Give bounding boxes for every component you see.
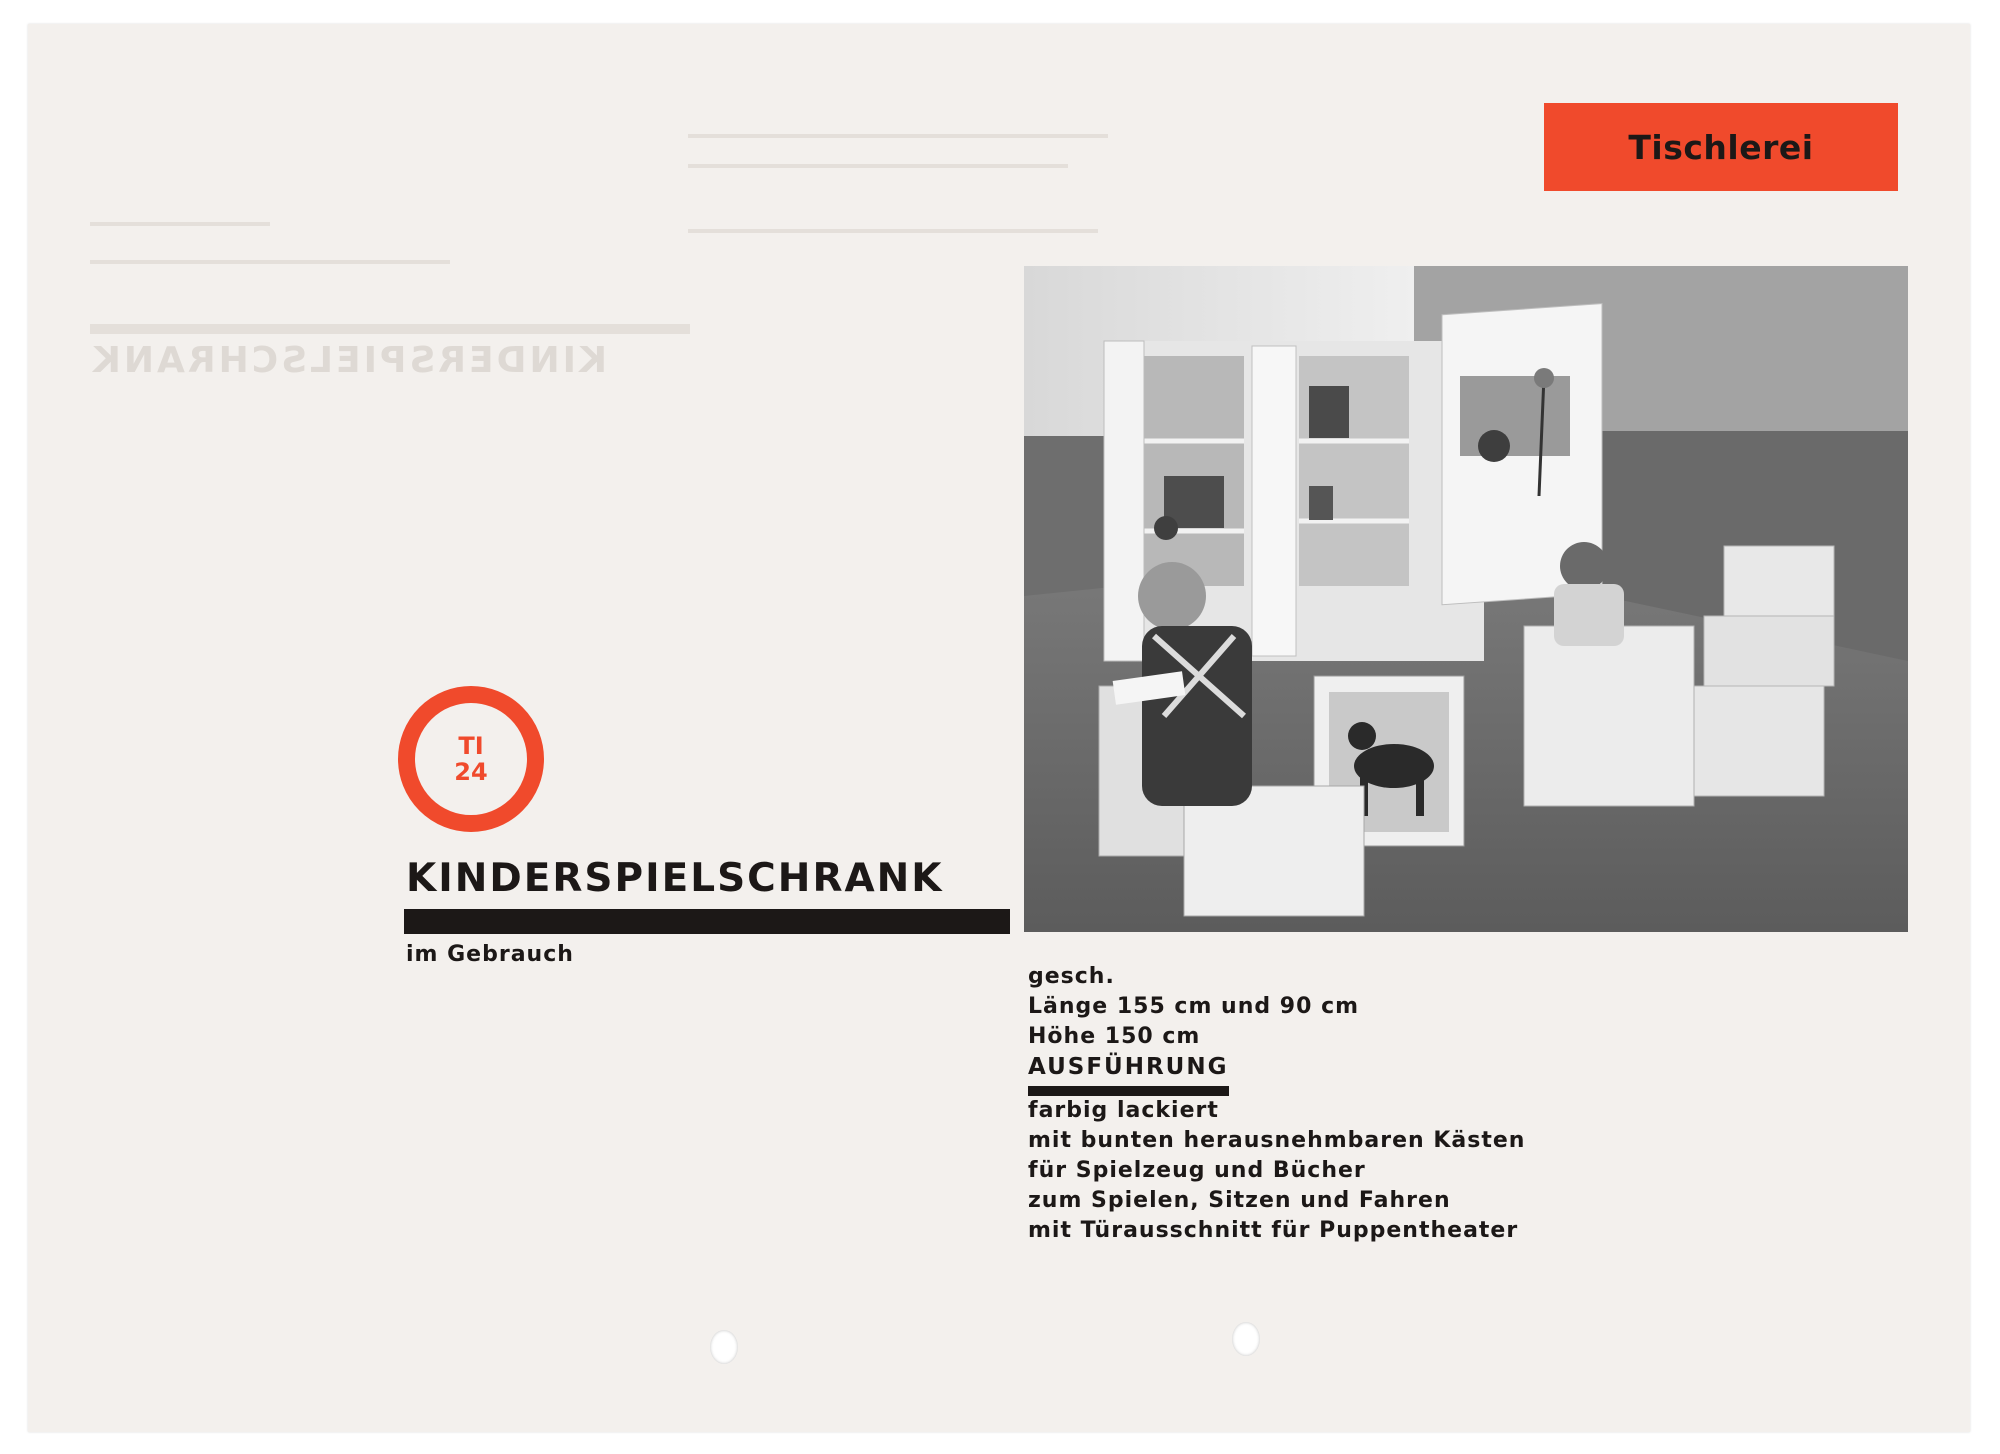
show-through-title: KINDERSPIELSCHRANK — [90, 340, 607, 381]
spec-line: Länge 155 cm und 90 cm — [1028, 994, 1360, 1019]
category-label-box — [1544, 103, 1898, 191]
spec-line: gesch. — [1028, 964, 1115, 989]
product-subtitle: im Gebrauch — [406, 942, 574, 967]
spec-block — [1028, 962, 1525, 1246]
show-through-bar — [90, 324, 690, 334]
spec-line: Höhe 150 cm — [1028, 1024, 1201, 1049]
product-photo — [1024, 266, 1908, 932]
spec-detail: zum Spielen, Sitzen und Fahren — [1028, 1188, 1451, 1213]
binder-hole-left — [710, 1330, 738, 1364]
badge-number: 24 — [454, 758, 488, 786]
spec-detail: mit Türausschnitt für Puppentheater — [1028, 1218, 1519, 1243]
binder-hole-right — [1232, 1322, 1260, 1356]
show-through-line — [688, 229, 1098, 233]
product-title: KINDERSPIELSCHRANK — [406, 856, 944, 901]
item-number-badge — [398, 686, 544, 832]
spec-detail: für Spielzeug und Bücher — [1028, 1158, 1366, 1183]
show-through-line — [90, 260, 450, 264]
show-through-line — [688, 164, 1068, 168]
title-underline-bar — [404, 909, 1010, 934]
show-through-line — [90, 222, 270, 226]
spec-heading: AUSFÜHRUNG — [1028, 1054, 1229, 1096]
show-through-line — [688, 134, 1108, 138]
badge-code: TI — [458, 732, 484, 760]
catalog-sheet — [28, 24, 1970, 1432]
photo-illustration — [1024, 266, 1908, 932]
spec-detail: farbig lackiert — [1028, 1098, 1219, 1123]
category-label: Tischlerei — [1628, 127, 1814, 167]
spec-detail: mit bunten herausnehmbaren Kästen — [1028, 1128, 1526, 1153]
